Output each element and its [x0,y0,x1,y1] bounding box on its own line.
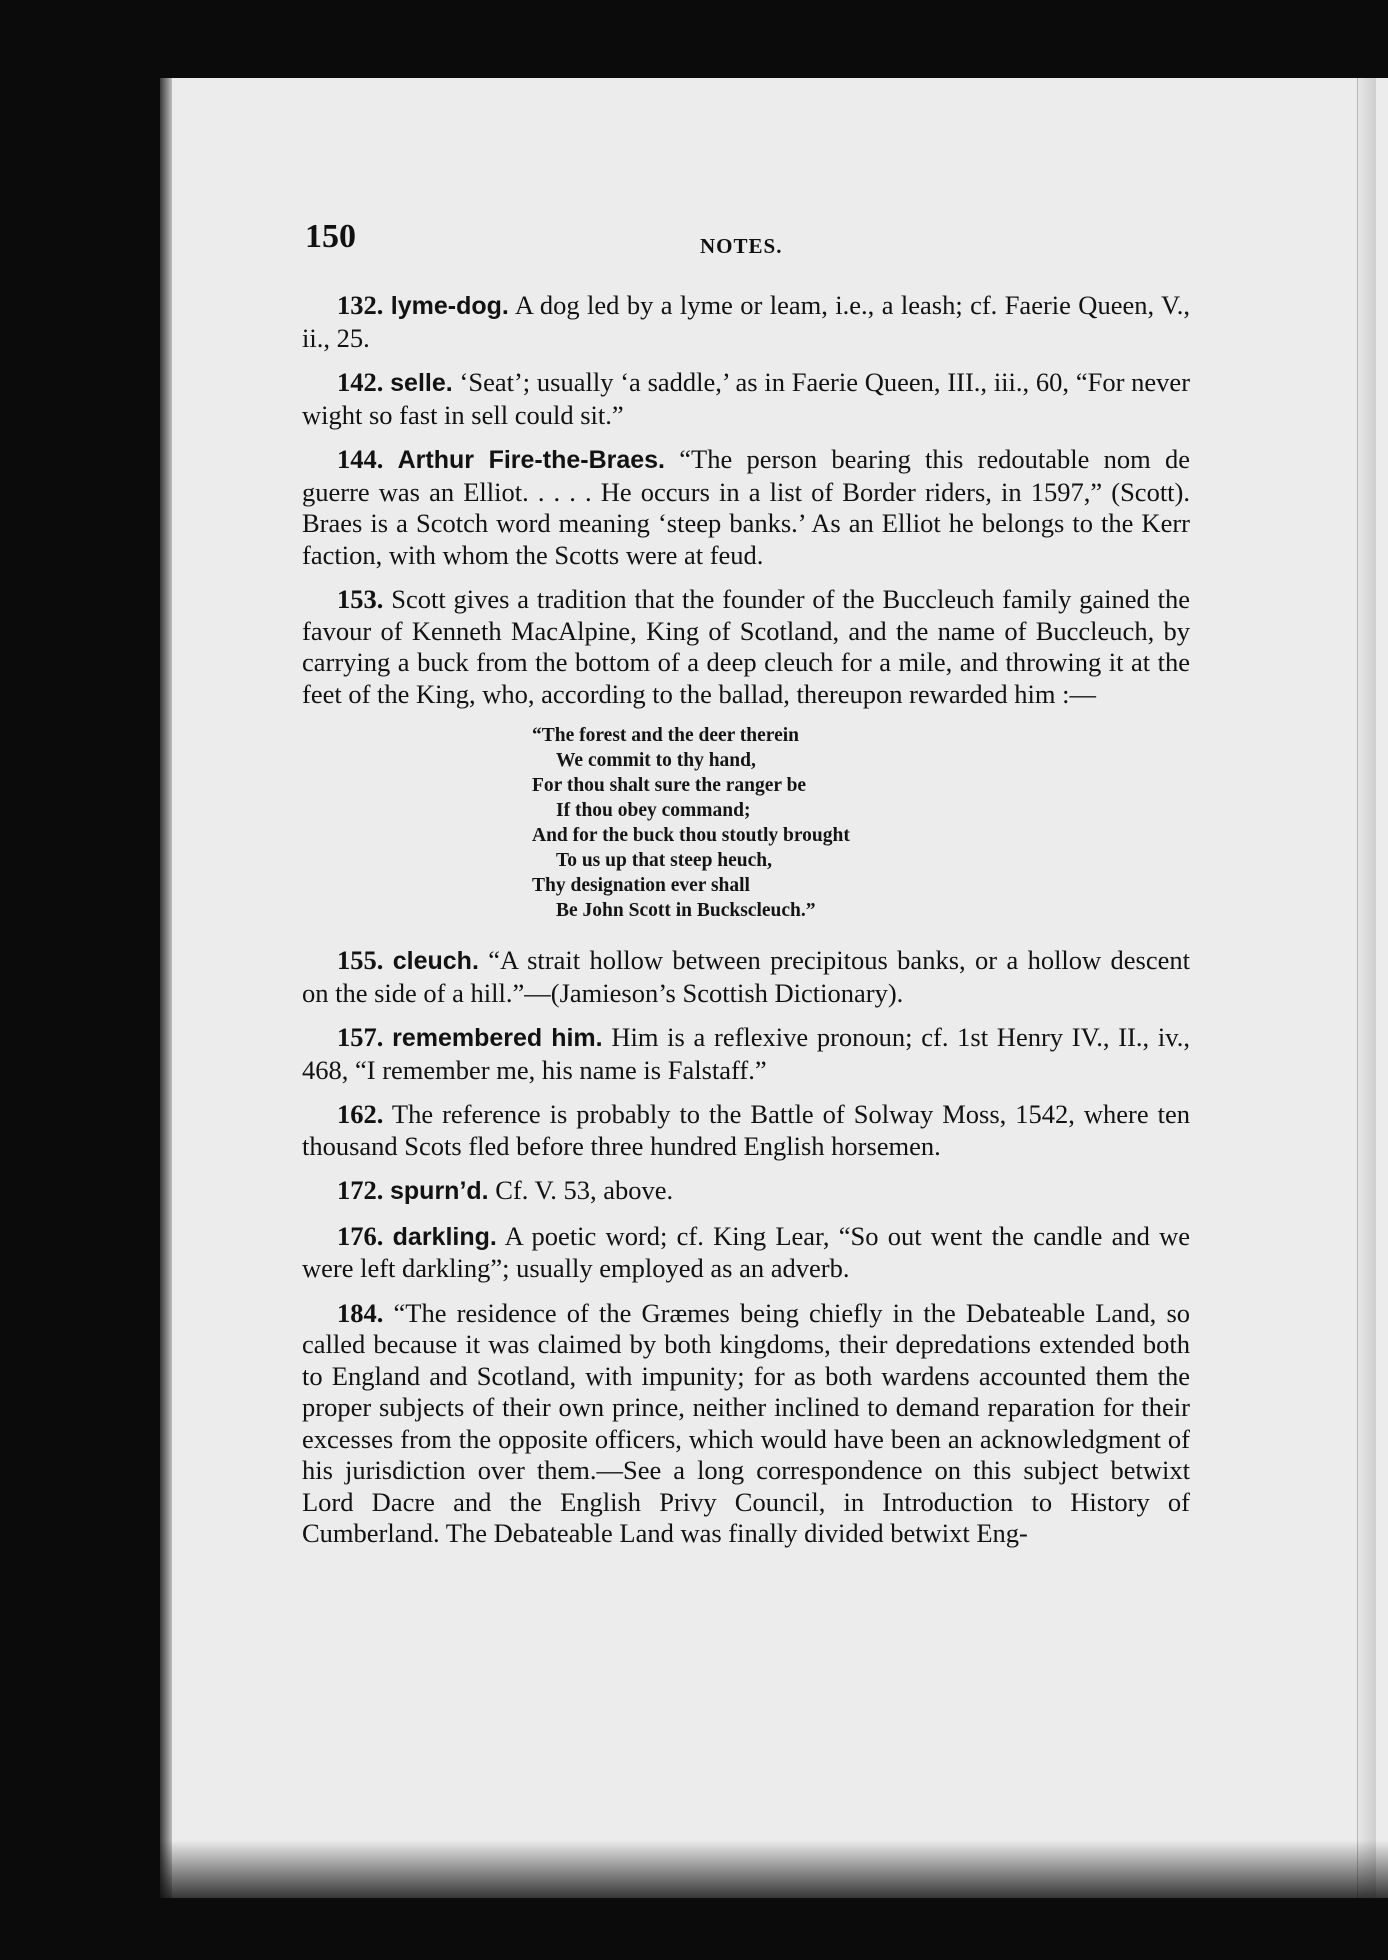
ballad-line: “The forest and the deer therein [532,725,800,746]
ballad-line: For thou shalt sure the ranger be [532,775,807,796]
note-ref: 157. [337,1022,384,1052]
note-text: “The residence of the Græmes being chiefly in the Debateable Land, so called because it was claimed by both kingdoms, their depredations extended both to England and Scotland, with impunity; for as both wardens accounted them the proper subjects of their own prince, neither inclined to demand reparation for their excesses from the opposite officers, which would have been an acknowledgment of his jurisdiction over them.—See a long correspondence on this subject betwixt Lord Dacre and the English Privy Council, in Introduction to History of Cumberland. The Debateable Land was finally divided betwixt Eng- [302,1297,1191,1548]
note-ref: 184. [337,1297,384,1328]
note-text: “The person bearing this redoutable nom de guerre was an Elliot. . . . . He occurs in a list of Border riders, in 1597,” (Scott). Braes is a Scotch word meaning ‘steep banks.’ As an Elliot he belongs to the Kerr faction, with whom the Scotts were at feud. [302,444,1191,570]
page-binding-edge [160,78,172,1898]
ballad-line: Be John Scott in Buckscleuch.” [556,900,816,921]
note-132 [302,290,1190,354]
note-ref: 144. [337,444,384,474]
note-184 [302,1298,1190,1550]
note-176 [302,1221,1190,1285]
note-text: Him is a reflexive pronoun; cf. 1st Henry IV., II., iv., 468, “I remember me, his name is Falstaff.” [302,1022,1190,1085]
ballad-line: Thy designation ever shall [532,875,750,896]
notes-body [302,290,1190,1563]
note-text: Scott gives a tradition that the founder of the Buccleuch family gained the favour of Kenneth MacAlpine, King of Scotland, and the name of Buccleuch, by carrying a buck from the bottom of a deep cleuch for a mile, and throwing it at the feet of the King, who, according to the ballad, thereupon rewarded him :— [302,584,1190,709]
running-head: NOTES. [700,234,783,258]
note-text: “A strait hollow between precipitous banks, or a hollow descent on the side of a hill.”—(Jamieson’s Scottish Dictionary). [302,945,1191,1008]
ballad-quotation [532,723,1190,923]
note-lemma: darkling. [392,1222,497,1251]
page-fore-edge [1357,78,1376,1898]
note-ref: 132. [337,290,384,320]
note-lemma: selle. [390,369,453,397]
note-lemma: spurn’d. [390,1177,489,1205]
scan-bottom-shadow [160,1840,1388,1960]
note-text: A dog led by a lyme or leam, i.e., a leash; cf. Faerie Queen, V., ii., 25. [302,290,1190,353]
note-153 [302,584,1190,710]
note-text: The reference is probably to the Battle of Solway Moss, 1542, where ten thousand Scots fled before three hundred English horsemen. [302,1099,1190,1161]
note-text: ‘Seat’; usually ‘a saddle,’ as in Faerie Queen, III., iii., 60, “For never wight so fast in sell could sit.” [302,367,1191,430]
note-155 [302,945,1190,1009]
note-172 [302,1175,1190,1208]
note-lemma: lyme-dog. [390,292,509,320]
note-162 [302,1099,1190,1162]
note-157 [302,1022,1190,1086]
note-text: Cf. V. 53, above. [495,1175,674,1205]
note-text: A poetic word; cf. King Lear, “So out went the candle and we were left darkling”; usually employed as an adverb. [302,1220,1191,1283]
note-ref: 155. [337,945,384,975]
ballad-line: We commit to thy hand, [556,750,756,771]
note-142 [302,367,1190,431]
page-header [305,210,1195,260]
ballad-line: To us up that steep heuch, [556,850,773,871]
note-ref: 153. [337,584,384,614]
note-144 [302,444,1190,571]
note-ref: 176. [337,1220,384,1251]
note-lemma: Arthur Fire-the-Braes. [397,446,666,474]
page-number: 150 [305,218,356,255]
note-ref: 142. [337,367,384,397]
note-lemma: remembered him. [392,1024,603,1052]
note-lemma: cleuch. [392,947,479,975]
ballad-line: If thou obey command; [556,800,751,821]
note-ref: 172. [337,1175,384,1205]
ballad-line: And for the buck thou stoutly brought [532,825,850,846]
note-ref: 162. [337,1099,384,1129]
